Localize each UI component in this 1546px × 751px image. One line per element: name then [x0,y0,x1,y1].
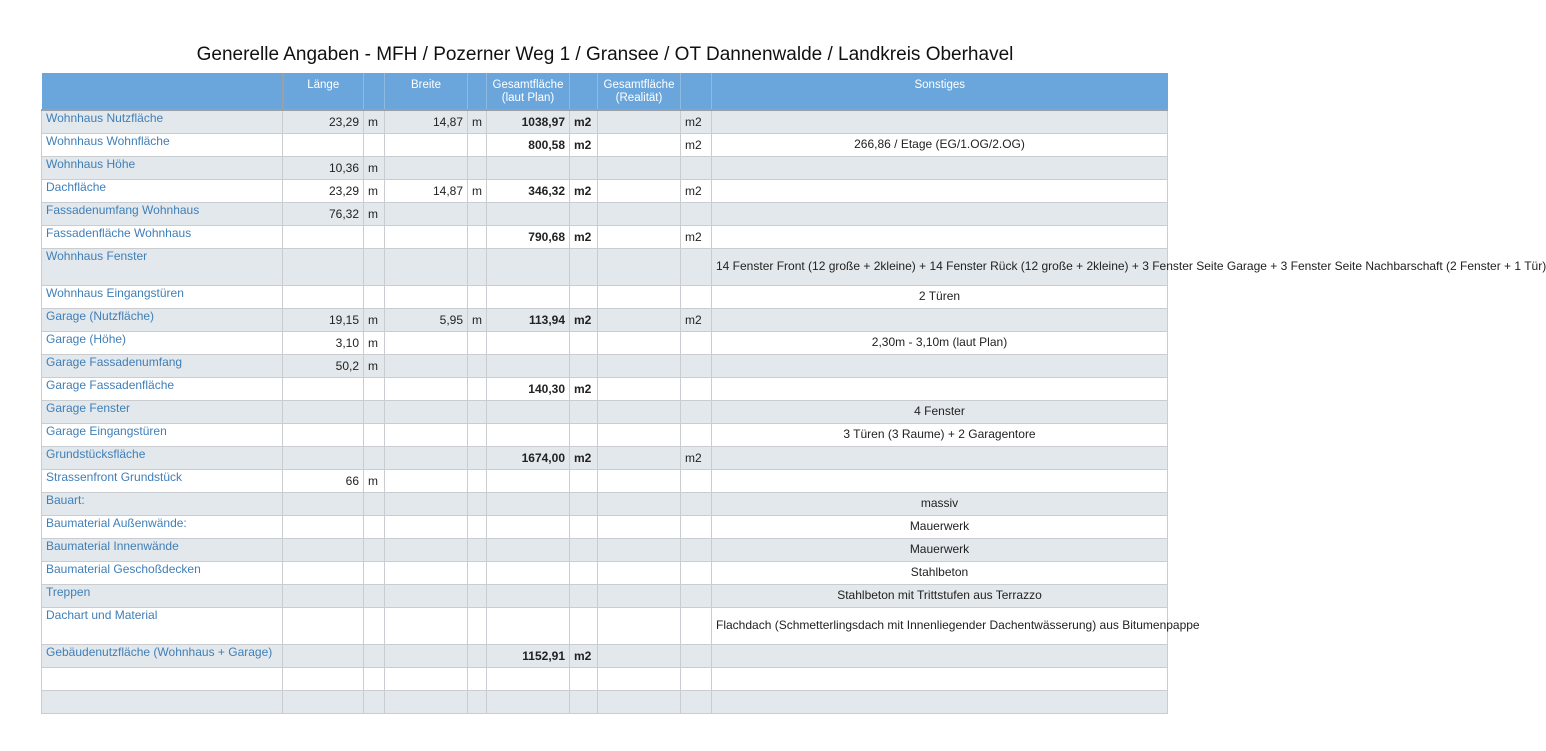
row-label: Strassenfront Grundstück [42,469,283,492]
cell-gesamt-plan [487,492,570,515]
cell-breite [385,561,468,584]
cell-sonstiges [712,202,1168,225]
cell-breite-unit [468,354,487,377]
table-row [42,584,1168,607]
cell-laenge [283,492,364,515]
cell-sonstiges: Mauerwerk [712,538,1168,561]
header-breite-unit [468,73,487,110]
cell-laenge-unit: m [364,469,385,492]
cell-laenge-unit [364,538,385,561]
cell-gesamt-real [598,331,681,354]
cell-gesamt-real [598,644,681,667]
cell-laenge-unit: m [364,308,385,331]
cell-gesamt-plan: 790,68 [487,225,570,248]
cell-breite-unit [468,331,487,354]
cell-gesamt-plan [487,285,570,308]
cell-breite-unit [468,400,487,423]
header-label [42,73,283,110]
cell-gesamt-real [598,538,681,561]
cell-gesamt-plan-unit [570,423,598,446]
cell-breite: 14,87 [385,110,468,133]
table-row [42,667,1168,690]
cell-gesamt-real [598,202,681,225]
cell-sonstiges [712,354,1168,377]
cell-gesamt-real-unit: m2 [681,110,712,133]
header-sonstiges: Sonstiges [712,73,1168,110]
cell-gesamt-plan-unit: m2 [570,644,598,667]
cell-sonstiges [712,644,1168,667]
row-label: Baumaterial Innenwände [42,538,283,561]
cell-breite [385,469,468,492]
cell-laenge [283,248,364,285]
cell-breite-unit [468,202,487,225]
cell-sonstiges: 4 Fenster [712,400,1168,423]
cell-sonstiges: 3 Türen (3 Raume) + 2 Garagentore [712,423,1168,446]
cell-laenge-unit [364,446,385,469]
cell-gesamt-real [598,492,681,515]
cell-sonstiges [712,667,1168,690]
cell-gesamt-real-unit: m2 [681,225,712,248]
cell-gesamt-plan [487,248,570,285]
cell-gesamt-real-unit [681,690,712,713]
cell-laenge-unit [364,285,385,308]
cell-gesamt-plan [487,469,570,492]
cell-gesamt-plan [487,561,570,584]
row-label: Garage Eingangstüren [42,423,283,446]
cell-breite [385,690,468,713]
header-gesamt-plan [487,73,570,110]
cell-sonstiges: 2 Türen [712,285,1168,308]
cell-gesamt-real [598,446,681,469]
cell-gesamt-plan [487,400,570,423]
row-label: Garage Fassadenfläche [42,377,283,400]
cell-gesamt-plan-unit [570,469,598,492]
cell-gesamt-real [598,179,681,202]
cell-gesamt-real [598,469,681,492]
cell-laenge [283,515,364,538]
cell-gesamt-real [598,285,681,308]
cell-breite-unit [468,667,487,690]
data-table [41,73,1546,714]
table-row [42,354,1168,377]
cell-breite: 14,87 [385,179,468,202]
cell-gesamt-real-unit [681,400,712,423]
cell-gesamt-real-unit [681,492,712,515]
row-label: Dachart und Material [42,607,283,644]
cell-gesamt-plan-unit: m2 [570,377,598,400]
cell-gesamt-real [598,515,681,538]
cell-gesamt-plan-unit: m2 [570,179,598,202]
table-row [42,133,1168,156]
cell-gesamt-real-unit [681,248,712,285]
row-label: Wohnhaus Wohnfläche [42,133,283,156]
table-row [42,156,1168,179]
cell-breite [385,584,468,607]
cell-laenge-unit: m [364,156,385,179]
cell-gesamt-real-unit [681,584,712,607]
cell-breite-unit [468,492,487,515]
cell-gesamt-plan: 1674,00 [487,446,570,469]
header-gesamt-real-unit [681,73,712,110]
row-label [42,667,283,690]
cell-laenge [283,607,364,644]
cell-breite [385,133,468,156]
header-row [42,73,1168,110]
cell-laenge [283,584,364,607]
page-title: Generelle Angaben - MFH / Pozerner Weg 1 / Gransee / OT Dannenwalde / Landkreis Oberhavel [196,44,1014,65]
cell-breite-unit [468,690,487,713]
table-row [42,179,1168,202]
cell-sonstiges: 266,86 / Etage (EG/1.OG/2.OG) [712,133,1168,156]
cell-breite-unit [468,133,487,156]
cell-breite [385,156,468,179]
cell-laenge-unit [364,515,385,538]
cell-sonstiges [712,446,1168,469]
cell-gesamt-real-unit: m2 [681,308,712,331]
cell-gesamt-plan-unit: m2 [570,110,598,133]
cell-gesamt-plan-unit [570,667,598,690]
cell-laenge [283,538,364,561]
table-row [42,202,1168,225]
table-row [42,538,1168,561]
cell-gesamt-real-unit [681,538,712,561]
cell-laenge-unit [364,400,385,423]
cell-gesamt-real [598,110,681,133]
cell-gesamt-plan-unit [570,331,598,354]
row-label: Grundstücksfläche [42,446,283,469]
cell-gesamt-real [598,584,681,607]
cell-gesamt-real-unit [681,515,712,538]
row-label: Baumaterial Außenwände: [42,515,283,538]
table-row [42,492,1168,515]
cell-gesamt-real [598,377,681,400]
cell-breite-unit [468,515,487,538]
row-label: Garage Fassadenumfang [42,354,283,377]
cell-breite-unit: m [468,308,487,331]
header-laenge: Länge [283,73,364,110]
row-label: Gebäudenutzfläche (Wohnhaus + Garage) [42,644,283,667]
cell-gesamt-plan-unit [570,156,598,179]
cell-sonstiges: massiv [712,492,1168,515]
row-label: Fassadenfläche Wohnhaus [42,225,283,248]
cell-breite-unit: m [468,179,487,202]
cell-gesamt-real [598,607,681,644]
header-gesamt-plan-unit [570,73,598,110]
cell-sonstiges [712,225,1168,248]
cell-gesamt-plan-unit [570,538,598,561]
cell-gesamt-plan [487,584,570,607]
cell-breite [385,423,468,446]
cell-breite [385,492,468,515]
cell-laenge-unit: m [364,331,385,354]
cell-gesamt-real-unit: m2 [681,179,712,202]
cell-gesamt-plan [487,690,570,713]
cell-gesamt-plan-unit [570,400,598,423]
table-row [42,423,1168,446]
cell-gesamt-real-unit [681,285,712,308]
table-row [42,308,1168,331]
cell-laenge-unit [364,377,385,400]
header-gesamt-plan-line1: Gesamtfläche [492,79,564,91]
row-label: Treppen [42,584,283,607]
cell-sonstiges: Flachdach (Schmetterlingsdach mit Innenliegender Dachentwässerung) aus Bitumenpappe [712,607,1168,644]
cell-sonstiges: Mauerwerk [712,515,1168,538]
cell-sonstiges: 14 Fenster Front (12 große + 2kleine) + 14 Fenster Rück (12 große + 2kleine) + 3 Fenster Seite Garage + 3 Fenster Seite Nachbarschaft (2 Fenster + 1 Tür) [712,248,1168,285]
cell-breite [385,515,468,538]
cell-laenge [283,667,364,690]
row-label: Baumaterial Geschoßdecken [42,561,283,584]
cell-gesamt-plan-unit [570,354,598,377]
cell-gesamt-real-unit [681,354,712,377]
cell-laenge-unit [364,225,385,248]
cell-gesamt-real-unit [681,561,712,584]
cell-breite-unit [468,607,487,644]
cell-sonstiges [712,308,1168,331]
cell-sonstiges [712,377,1168,400]
row-label: Dachfläche [42,179,283,202]
cell-sonstiges [712,156,1168,179]
cell-breite [385,225,468,248]
table-body [42,110,1546,713]
cell-gesamt-plan-unit: m2 [570,225,598,248]
cell-gesamt-real-unit [681,667,712,690]
cell-laenge: 19,15 [283,308,364,331]
cell-laenge: 23,29 [283,179,364,202]
cell-gesamt-real-unit [681,156,712,179]
cell-laenge-unit [364,492,385,515]
cell-gesamt-plan [487,354,570,377]
cell-gesamt-plan-unit [570,515,598,538]
cell-breite-unit [468,469,487,492]
cell-gesamt-plan-unit [570,561,598,584]
row-label: Bauart: [42,492,283,515]
cell-breite-unit [468,285,487,308]
cell-gesamt-real-unit [681,644,712,667]
cell-laenge [283,377,364,400]
cell-gesamt-plan [487,607,570,644]
cell-gesamt-plan: 346,32 [487,179,570,202]
cell-laenge [283,285,364,308]
cell-laenge [283,446,364,469]
table-row [42,400,1168,423]
header-gesamt-real [598,73,681,110]
table-row [42,285,1168,308]
row-label: Garage Fenster [42,400,283,423]
cell-gesamt-real [598,423,681,446]
cell-gesamt-real [598,308,681,331]
table-row [42,225,1168,248]
cell-breite [385,400,468,423]
cell-laenge-unit [364,248,385,285]
table-row [42,377,1168,400]
cell-gesamt-real-unit [681,607,712,644]
cell-sonstiges: 2,30m - 3,10m (laut Plan) [712,331,1168,354]
cell-gesamt-real-unit: m2 [681,446,712,469]
cell-laenge-unit: m [364,202,385,225]
cell-gesamt-real-unit [681,423,712,446]
cell-gesamt-plan [487,331,570,354]
cell-breite [385,331,468,354]
cell-gesamt-plan: 113,94 [487,308,570,331]
table-row [42,515,1168,538]
table-row [42,110,1168,133]
cell-laenge-unit [364,133,385,156]
cell-laenge-unit [364,561,385,584]
cell-breite [385,377,468,400]
row-label: Garage (Nutzfläche) [42,308,283,331]
header-laenge-unit [364,73,385,110]
cell-gesamt-plan [487,202,570,225]
cell-laenge-unit [364,423,385,446]
cell-laenge [283,225,364,248]
cell-breite-unit [468,584,487,607]
row-label: Wohnhaus Eingangstüren [42,285,283,308]
table-row [42,331,1168,354]
table-row [42,248,1168,285]
cell-laenge [283,561,364,584]
cell-sonstiges: Stahlbeton [712,561,1168,584]
cell-gesamt-real [598,354,681,377]
cell-gesamt-plan: 140,30 [487,377,570,400]
cell-laenge [283,400,364,423]
row-label: Wohnhaus Fenster [42,248,283,285]
cell-breite [385,446,468,469]
cell-breite-unit [468,561,487,584]
cell-laenge-unit [364,607,385,644]
table-row [42,561,1168,584]
cell-laenge: 50,2 [283,354,364,377]
cell-breite-unit: m [468,110,487,133]
header-breite: Breite [385,73,468,110]
cell-gesamt-plan: 1152,91 [487,644,570,667]
cell-gesamt-plan [487,667,570,690]
cell-laenge [283,644,364,667]
cell-laenge-unit [364,667,385,690]
cell-breite [385,667,468,690]
cell-breite [385,248,468,285]
cell-laenge-unit: m [364,110,385,133]
cell-gesamt-plan-unit: m2 [570,308,598,331]
cell-laenge: 10,36 [283,156,364,179]
cell-laenge-unit [364,644,385,667]
cell-breite-unit [468,644,487,667]
cell-gesamt-plan [487,538,570,561]
cell-sonstiges: Stahlbeton mit Trittstufen aus Terrazzo [712,584,1168,607]
cell-laenge: 3,10 [283,331,364,354]
table-row [42,446,1168,469]
cell-breite-unit [468,446,487,469]
cell-gesamt-plan-unit [570,492,598,515]
cell-gesamt-plan [487,423,570,446]
cell-breite-unit [468,423,487,446]
cell-breite [385,285,468,308]
cell-gesamt-plan-unit: m2 [570,446,598,469]
cell-gesamt-plan-unit [570,690,598,713]
cell-gesamt-plan-unit [570,584,598,607]
cell-gesamt-real [598,248,681,285]
cell-breite [385,607,468,644]
row-label: Fassadenumfang Wohnhaus [42,202,283,225]
cell-laenge-unit [364,584,385,607]
cell-gesamt-plan [487,515,570,538]
cell-gesamt-real [598,667,681,690]
cell-breite [385,644,468,667]
row-label: Wohnhaus Höhe [42,156,283,179]
row-label: Wohnhaus Nutzfläche [42,110,283,133]
cell-breite-unit [468,248,487,285]
cell-laenge-unit [364,690,385,713]
cell-laenge [283,133,364,156]
cell-breite-unit [468,377,487,400]
table-row [42,469,1168,492]
cell-laenge: 66 [283,469,364,492]
cell-gesamt-real-unit [681,331,712,354]
cell-gesamt-plan-unit [570,607,598,644]
table-row [42,690,1168,713]
cell-gesamt-real-unit [681,469,712,492]
cell-laenge: 76,32 [283,202,364,225]
header-gesamt-real-line2: (Realität) [615,92,663,104]
cell-gesamt-plan-unit [570,202,598,225]
cell-sonstiges [712,179,1168,202]
header-gesamt-plan-line2: (laut Plan) [501,92,555,104]
cell-sonstiges [712,469,1168,492]
cell-gesamt-plan: 800,58 [487,133,570,156]
cell-breite [385,354,468,377]
cell-breite-unit [468,538,487,561]
cell-breite: 5,95 [385,308,468,331]
cell-gesamt-plan-unit [570,248,598,285]
cell-breite-unit [468,225,487,248]
table-row [42,607,1168,644]
cell-gesamt-plan-unit [570,285,598,308]
cell-breite-unit [468,156,487,179]
cell-gesamt-real-unit [681,202,712,225]
cell-gesamt-real-unit: m2 [681,133,712,156]
cell-gesamt-real-unit [681,377,712,400]
cell-gesamt-real [598,561,681,584]
cell-breite [385,202,468,225]
cell-laenge: 23,29 [283,110,364,133]
cell-laenge [283,690,364,713]
cell-gesamt-real [598,225,681,248]
cell-laenge-unit: m [364,354,385,377]
cell-laenge [283,423,364,446]
header-gesamt-real-line1: Gesamtfläche [603,79,675,91]
table-row [42,644,1168,667]
cell-gesamt-real [598,690,681,713]
cell-breite [385,538,468,561]
cell-gesamt-real [598,156,681,179]
cell-laenge-unit: m [364,179,385,202]
cell-sonstiges [712,110,1168,133]
row-label: Garage (Höhe) [42,331,283,354]
cell-gesamt-plan-unit: m2 [570,133,598,156]
cell-gesamt-real [598,400,681,423]
cell-gesamt-real [598,133,681,156]
cell-sonstiges [712,690,1168,713]
cell-gesamt-plan [487,156,570,179]
cell-gesamt-plan: 1038,97 [487,110,570,133]
row-label [42,690,283,713]
